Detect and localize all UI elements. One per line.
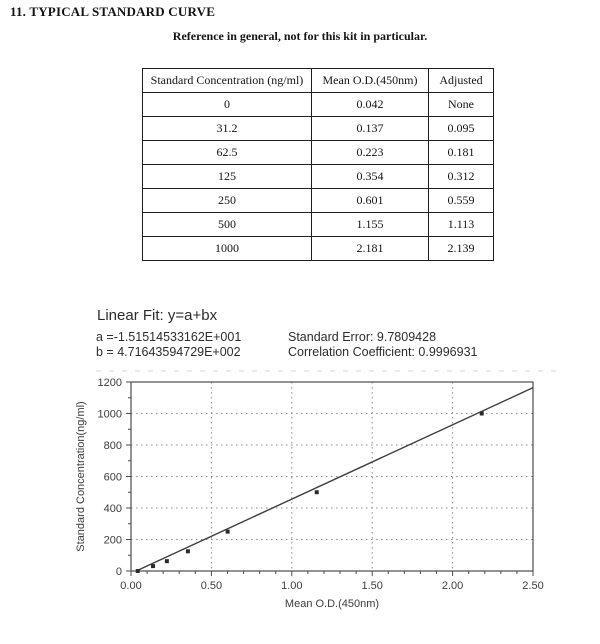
table-cell: 250 (143, 189, 312, 213)
column-header-adjusted: Adjusted (429, 69, 494, 93)
y-tick-label: 800 (103, 440, 122, 452)
x-tick-label: 0.50 (200, 580, 223, 592)
y-tick-label: 0 (115, 566, 122, 578)
table-cell: 0.181 (429, 141, 494, 165)
data-point (186, 549, 190, 553)
table-cell: 1.155 (312, 213, 429, 237)
table-cell: 1000 (143, 237, 312, 261)
standards-table (142, 68, 494, 261)
table-cell: 0.137 (312, 117, 429, 141)
fit-coefficient-a: a =-1.51514533162E+001 (96, 330, 242, 344)
table-cell: 62.5 (143, 141, 312, 165)
table-cell: 2.139 (429, 237, 494, 261)
table-row (143, 93, 494, 117)
table-row (143, 117, 494, 141)
fit-coefficient-b: b = 4.71643594729E+002 (96, 345, 241, 359)
table-cell: 0.095 (429, 117, 494, 141)
y-axis-label: Standard Concentration(ng/ml) (75, 401, 87, 552)
y-tick-label: 400 (103, 503, 122, 515)
y-tick-label: 200 (103, 534, 122, 547)
table-cell: 0.223 (312, 141, 429, 165)
table-cell: None (429, 93, 494, 117)
table-cell: 0.601 (312, 189, 429, 213)
table-row (143, 141, 494, 165)
table-row (143, 213, 494, 237)
data-point (165, 559, 169, 563)
table-header-row (143, 69, 494, 93)
table-cell: 0.312 (429, 165, 494, 189)
data-point (226, 530, 230, 534)
x-tick-label: 1.50 (361, 580, 383, 592)
x-axis-label: Mean O.D.(450nm) (284, 598, 380, 610)
table-cell: 31.2 (143, 117, 312, 141)
y-tick-label: 1000 (97, 408, 122, 421)
table-cell: 0.042 (312, 93, 429, 117)
column-header-od: Mean O.D.(450nm) (312, 69, 429, 93)
linear-fit-title: Linear Fit: y=a+bx (97, 307, 218, 324)
y-tick-label: 600 (103, 471, 122, 484)
table-row (143, 189, 494, 213)
fit-standard-error: Standard Error: 9.7809428 (288, 330, 437, 344)
table-cell: 0.354 (312, 165, 429, 189)
table-row (143, 165, 494, 189)
x-tick-label: 0.00 (120, 580, 142, 592)
x-tick-label: 2.50 (522, 580, 544, 592)
table-cell: 2.181 (312, 237, 429, 261)
y-tick-label: 1200 (97, 377, 122, 389)
table-cell: 0.559 (429, 189, 494, 213)
table-cell: 500 (143, 213, 312, 237)
table-cell: 125 (143, 165, 312, 189)
page-title: 11. TYPICAL STANDARD CURVE (10, 4, 216, 19)
column-header-concentration: Standard Concentration (ng/ml) (143, 69, 312, 93)
table-row (143, 237, 494, 261)
data-point (136, 569, 140, 573)
page-subtitle: Reference in general, not for this kit in particular. (172, 29, 428, 43)
standards-table-body (143, 93, 494, 261)
table-cell: 1.113 (429, 213, 494, 237)
x-tick-label: 1.00 (281, 580, 303, 592)
data-point (480, 412, 484, 416)
fit-line (136, 388, 533, 571)
fit-correlation-coefficient: Correlation Coefficient: 0.9996931 (288, 345, 478, 359)
standard-curve-chart (60, 368, 570, 618)
table-cell: 0 (143, 93, 312, 117)
data-point (315, 490, 319, 494)
data-point (151, 564, 155, 568)
x-tick-label: 2.00 (441, 580, 464, 592)
